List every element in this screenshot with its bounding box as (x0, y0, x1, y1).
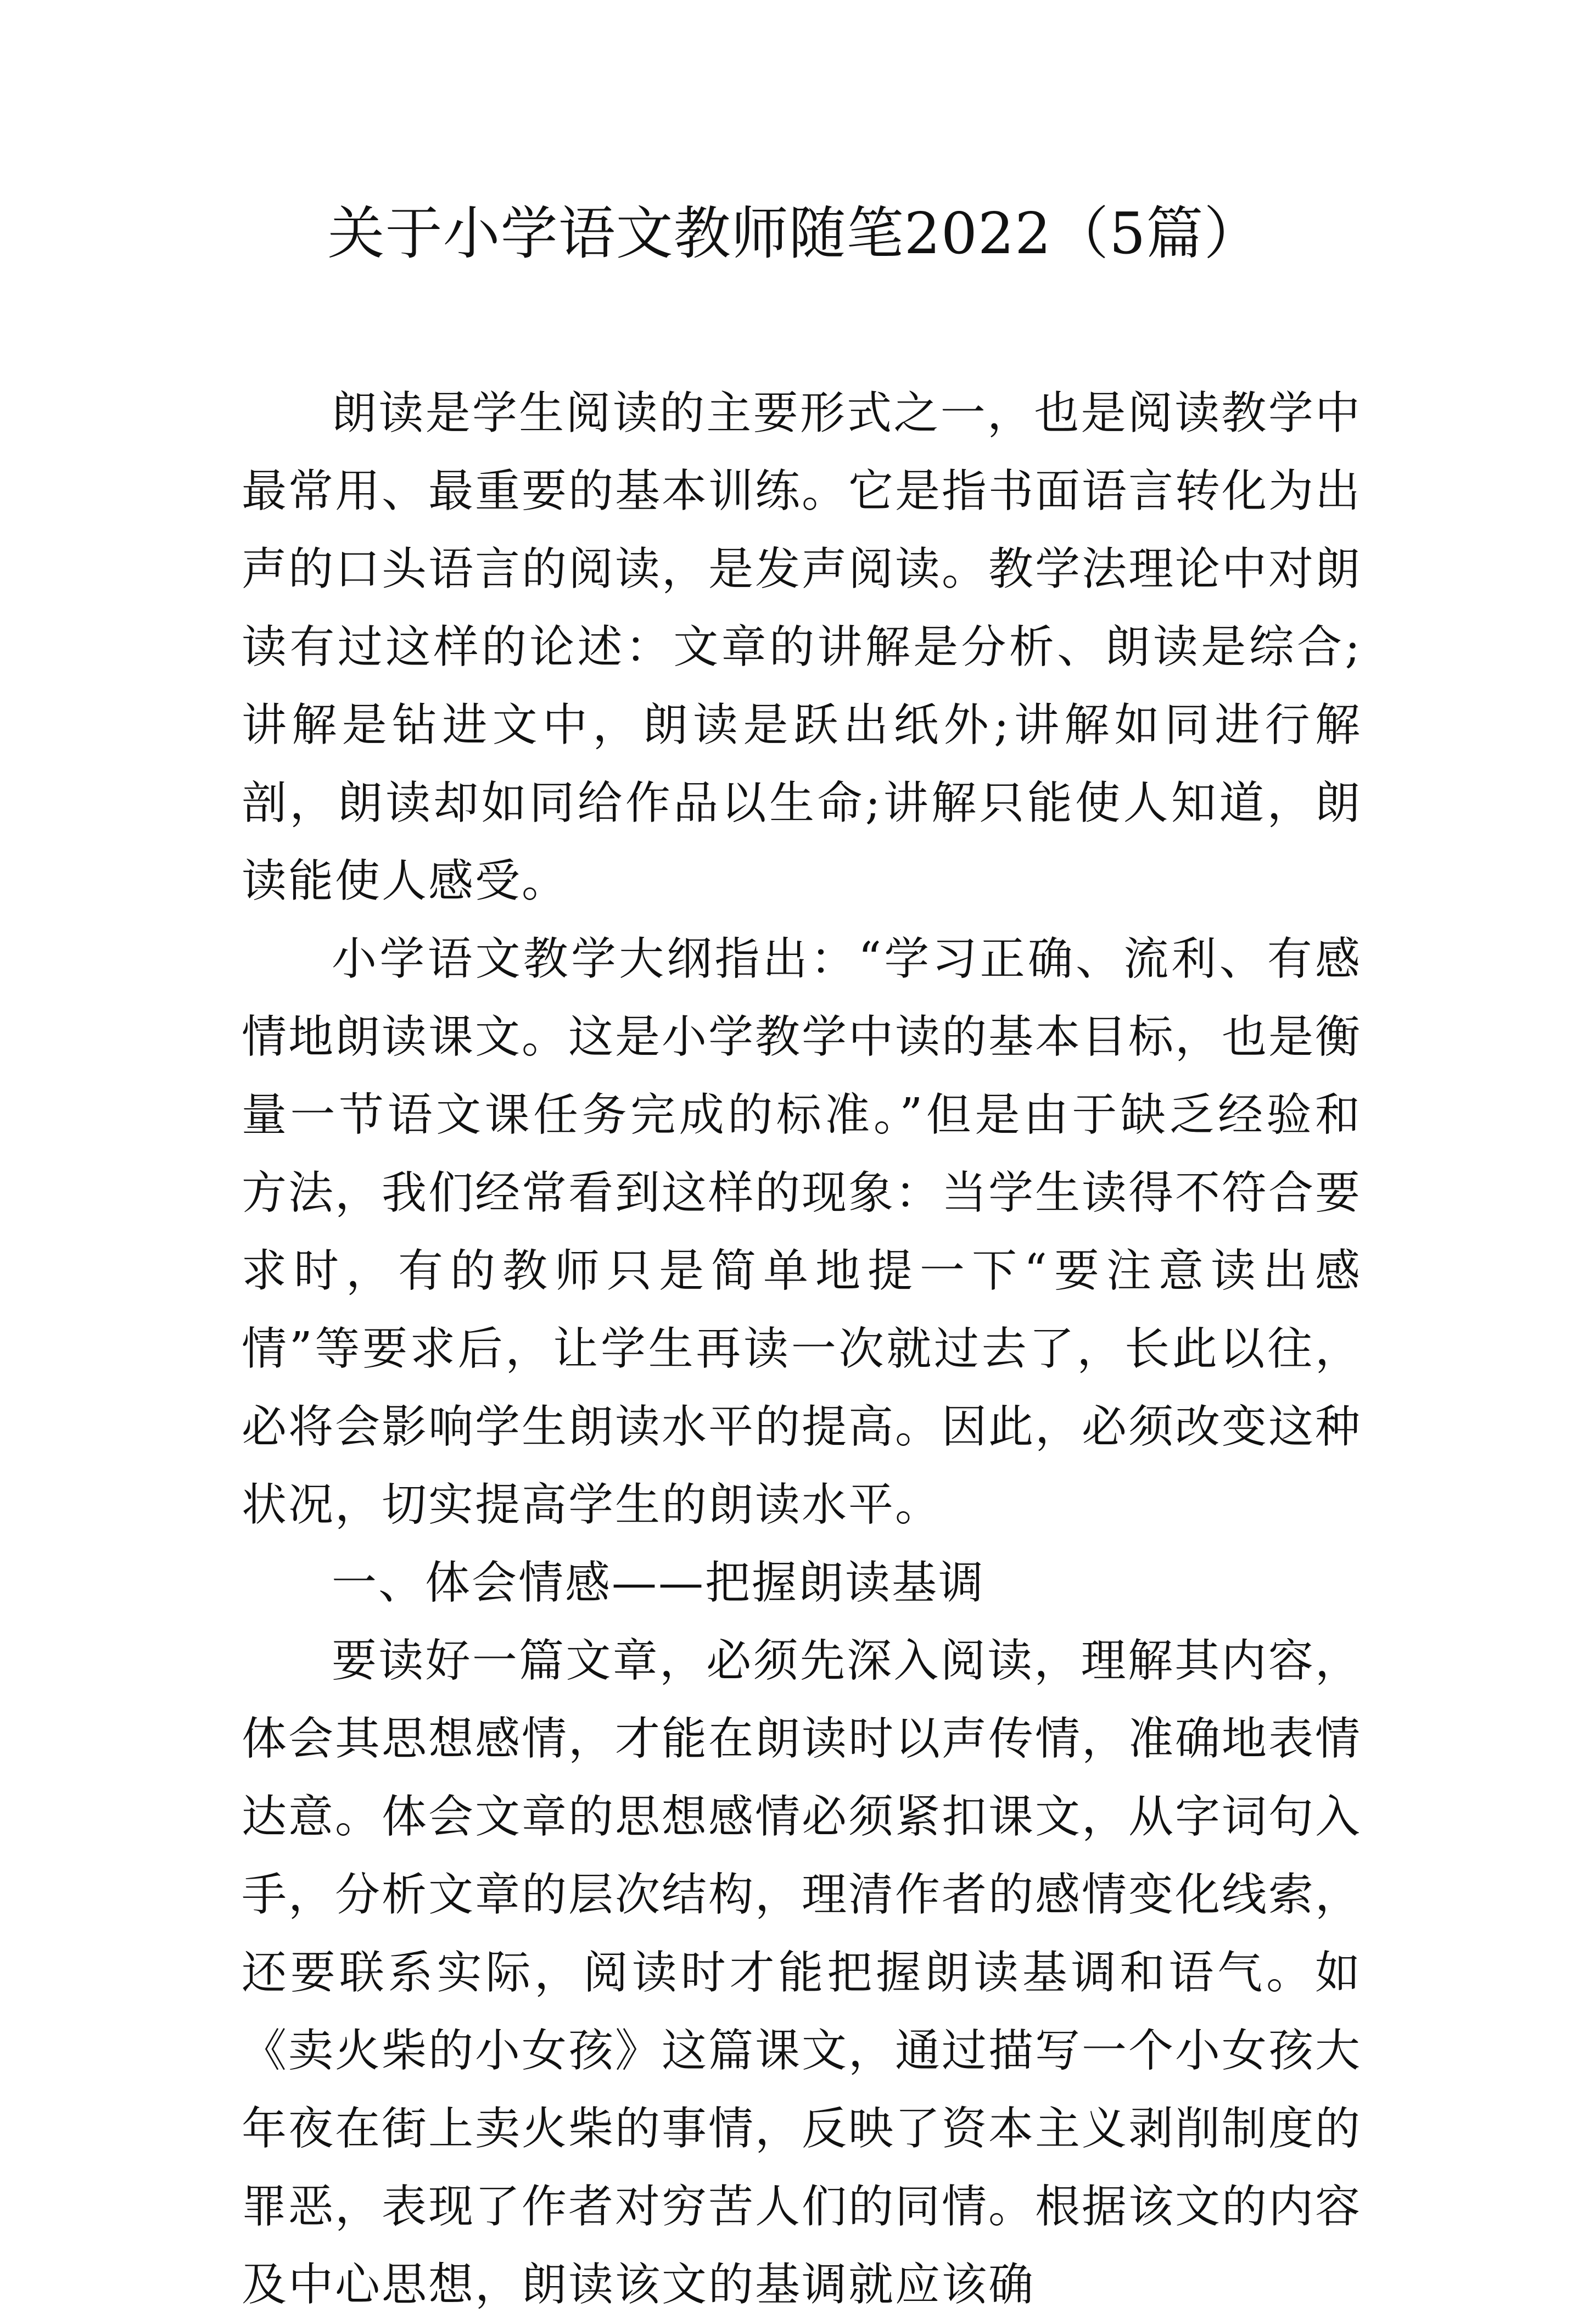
paragraph-2: 小学语文教学大纲指出：“学习正确、流利、有感情地朗读课文。这是小学教学中读的基本目标，也是衡量一节语文课任务完成的标准。”但是由于缺乏经验和方法，我们经常看到这样的现象：当学生读得不符合要求时，有的教师只是简单地提一下“要注意读出感情”等要求后，让学生再读一次就过去了，长此以往，必将会影响学生朗读水平的提高。因此，必须改变这种状况，切实提高学生的朗读水平。 (242, 933, 1362, 1531)
paragraph-3: 要读好一篇文章，必须先深入阅读，理解其内容，体会其思想感情，才能在朗读时以声传情，准确地表情达意。体会文章的思想感情必须紧扣课文，从字词句入手，分析文章的层次结构，理清作者的感情变化线索，还要联系实际，阅读时才能把握朗读基调和语气。如《卖火柴的小女孩》这篇课文，通过描写一个小女孩大年夜在街上卖火柴的事情，反映了资本主义剥削制度的罪恶，表现了作者对穷苦人们的同情。根据该文的内容及中心思想，朗读该文的基调就应该确 (242, 1635, 1362, 2311)
page-title: 关于小学语文教师随笔2022（5篇） (327, 200, 1262, 267)
section-heading-1: 一、体会情感——把握朗读基调 (332, 1557, 986, 1609)
paragraph-1: 朗读是学生阅读的主要形式之一，也是阅读教学中最常用、最重要的基本训练。它是指书面语言转化为出声的口头语言的阅读，是发声阅读。教学法理论中对朗读有过这样的论述：文章的讲解是分析、朗读是综合;讲解是钻进文中，朗读是跃出纸外;讲解如同进行解剖，朗读却如同给作品以生命;讲解只能使人知道，朗读能使人感受。 (242, 387, 1362, 907)
document-body (242, 375, 1362, 2324)
